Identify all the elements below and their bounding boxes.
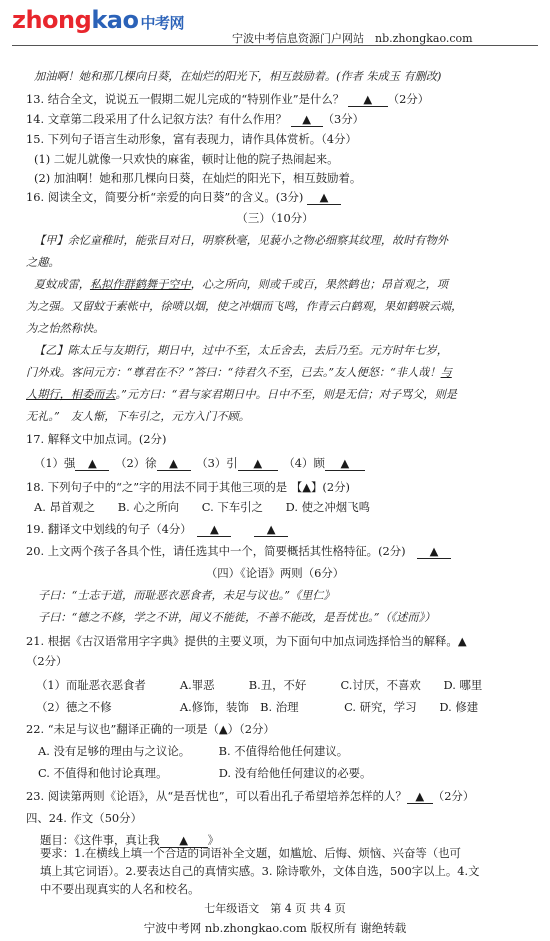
lunyu-1: 子曰：“士志于道，而耻恶衣恶食者，未足与议也。”《里仁》 xyxy=(38,589,335,602)
passage-jia-line-3 xyxy=(34,278,448,292)
header xyxy=(0,0,550,48)
yi2-underlined: 与 xyxy=(440,366,452,379)
triangle-marker: ▲ xyxy=(266,522,276,536)
triangle-marker: ▲ xyxy=(415,789,425,803)
q19-blank-2[interactable] xyxy=(254,522,288,537)
question-17: 17. 解释文中加点词。(2分) xyxy=(26,432,167,446)
q16-answer-blank[interactable] xyxy=(307,190,341,205)
triangle-marker: ▲ xyxy=(179,833,188,847)
q18-score: (2分) xyxy=(322,480,350,494)
triangle-marker: ▲ xyxy=(302,112,311,126)
q17-item-2: （2）徐 xyxy=(120,456,157,470)
passage-yi-line-2 xyxy=(26,366,452,380)
q13-answer-blank[interactable] xyxy=(348,92,388,107)
site-tagline: 宁波中考信息资源门户网站 nb.zhongkao.com xyxy=(232,32,473,45)
yi2-pre: 门外戏。客问元方：“尊君在不？”答曰：“待君久不至，已去。”友人便怒：“非人哉！ xyxy=(26,366,441,379)
header-divider xyxy=(12,45,538,46)
logo-kao: kao xyxy=(91,6,139,34)
jia3-underlined: 私拟作群鹤舞于空中 xyxy=(89,278,191,291)
triangle-marker: ▲ xyxy=(302,480,311,494)
logo-zhong: zhong xyxy=(12,6,92,34)
footer-copyright: 宁波中考网 nb.zhongkao.com 版权所有 谢绝转载 xyxy=(143,921,407,935)
yi3-underlined: 人期行，相委而去 xyxy=(26,388,116,401)
jia3-post: ，心之所向，则或千或百，果然鹤也；昂首观之，项 xyxy=(190,278,448,291)
title-pre: 题目：《这件事，真让我 xyxy=(40,833,160,847)
triangle-marker: ▲ xyxy=(169,456,178,470)
question-13 xyxy=(26,92,429,107)
q18-text: 18. 下列句子中的“之”字的用法不同于其他三项的是 xyxy=(26,480,288,494)
q23-text: 23. 阅读第两则《论语》，从“是吾忧也”，可以看出孔子希望培养怎样的人？ xyxy=(26,789,407,803)
q17-blank-2[interactable] xyxy=(157,456,191,471)
passage-jia-line-2: 之趣。 xyxy=(26,256,60,269)
passage-yi-line-1: 【乙】陈太丘与友期行，期日中，过中不至，太丘舍去，去后乃至。元方时年七岁， xyxy=(34,344,448,357)
triangle-marker: ▲ xyxy=(88,456,97,470)
question-22-options-1: A. 没有足够的理由与之议论。 B. 不值得给他任何建议。 xyxy=(38,744,349,758)
question-15-item-1: (1) 二妮儿就像一只欢快的麻雀，顿时让他的院子热闹起来。 xyxy=(34,152,339,166)
passage-yi-line-4: 无礼。” 友人惭，下车引之，元方入门不顾。 xyxy=(26,410,250,423)
q23-score: （2分） xyxy=(432,789,475,803)
q13-text: 13. 结合全文，说说五一假期二妮儿完成的“特别作业”是什么？ xyxy=(26,92,345,106)
q17-item-4: （4）顾 xyxy=(289,456,325,470)
passage-jia-line-5: 为之怡然称快。 xyxy=(26,322,105,335)
lunyu-2: 子曰：“德之不修，学之不讲，闻义不能徙，不善不能改，是吾忧也。”（《述而》） xyxy=(38,611,436,624)
question-18-options: A. 昂首观之 B. 心之所向 C. 下车引之 D. 使之冲烟飞鸣 xyxy=(34,500,370,514)
q14-text: 14. 文章第二段采用了什么记叙方法？有什么作用？ xyxy=(26,112,287,126)
jia3-pre: 夏蚊成雷， xyxy=(34,278,90,291)
triangle-marker: ▲ xyxy=(253,456,263,470)
question-21-row-1: （1）而耻恶衣恶食者 A.罪恶 B.丑，不好 C.讨厌，不喜欢 D. 哪里 xyxy=(36,678,483,692)
q14-score: （3分） xyxy=(322,112,364,126)
question-21-row-2: （2）德之不修 A.修饰，装饰 B. 治理 C. 研究，学习 D. 修建 xyxy=(36,700,479,714)
q13-score: （2分） xyxy=(387,92,430,106)
question-15: 15. 下列句子语言生动形象，富有表现力，请作具体赏析。（4分） xyxy=(26,132,357,146)
section-4-heading: （四）《论语》两则（6分） xyxy=(205,566,345,580)
triangle-marker: ▲ xyxy=(363,92,373,106)
q20-answer-blank[interactable] xyxy=(417,544,451,559)
passage-jia-line-1: 【甲】余忆童稚时，能张目对日，明察秋毫，见藐小之物必细察其纹理，故时有物外 xyxy=(34,234,448,247)
q14-answer-blank[interactable] xyxy=(291,112,323,127)
q22-text: 22. “未足与议也”翻译正确的一项是 xyxy=(26,722,208,736)
q16-text: 16. 阅读全文，简要分析“亲爱的向日葵”的含义。(3分) xyxy=(26,190,304,204)
triangle-marker: ▲ xyxy=(429,544,439,558)
logo-cn: 中考网 xyxy=(140,14,184,32)
q17-blank-4[interactable] xyxy=(325,456,365,471)
question-22-options-2: C. 不值得和他讨论真理。 D. 没有给他任何建议的必要。 xyxy=(38,766,372,780)
question-14 xyxy=(26,112,364,127)
q17-item-3: （3）引 xyxy=(201,456,238,470)
q20-text: 20. 上文两个孩子各具个性，请任选其中一个，简要概括其性格特征。(2分) xyxy=(26,544,406,558)
question-21-score: （2分） xyxy=(26,654,68,668)
q23-answer-blank[interactable] xyxy=(407,789,433,804)
question-20 xyxy=(26,544,451,559)
question-19 xyxy=(26,522,288,537)
question-22: 22. “未足与议也”翻译正确的一项是（▲）（2分） xyxy=(26,722,275,736)
composition-req-1: 要求：1.在横线上填一个合适的词语补全文题，如尴尬、后悔、烦恼、兴奋等（也可 xyxy=(40,846,461,860)
triangle-marker: ▲ xyxy=(319,190,329,204)
passage-jia-line-4: 为之强。又留蚊于素帐中，徐喷以烟，使之冲烟而飞鸣，作青云白鹤观，果如鹤唳云端， xyxy=(26,300,463,313)
line-passage-end: 加油啊！她和那几棵向日葵，在灿烂的阳光下，相互鼓励着。(作者 朱成玉 有删改) xyxy=(34,70,442,83)
triangle-marker: ▲ xyxy=(218,722,228,736)
logo[interactable] xyxy=(12,6,184,34)
question-21 xyxy=(26,634,467,648)
q17-blank-1[interactable] xyxy=(75,456,109,471)
question-17-items xyxy=(34,456,365,471)
triangle-marker: ▲ xyxy=(210,522,219,536)
question-15-item-2: (2) 加油啊！她和那几棵向日葵，在灿烂的阳光下，相互鼓励着。 xyxy=(34,171,362,185)
q19-text: 19. 翻译文中划线的句子（4分） xyxy=(26,522,186,536)
passage-yi-line-3 xyxy=(26,388,457,402)
question-18: 18. 下列句子中的“之”字的用法不同于其他三项的是 【▲】(2分) xyxy=(26,480,350,494)
section-composition: 四、24. 作文（50分） xyxy=(26,811,142,825)
title-post: 》 xyxy=(207,833,220,847)
q17-blank-3[interactable] xyxy=(238,456,278,471)
yi3-post: 。”元方曰：“君与家君期日中。日中不至，则是无信；对子骂父，则是 xyxy=(115,388,457,401)
page-number: 七年级语文 第 4 页 共 4 页 xyxy=(204,902,346,915)
q17-item-1: （1）强 xyxy=(34,456,76,470)
q21-text: 21. 根据《古汉语常用字字典》提供的主要义项，为下面句中加点词选择恰当的解释。 xyxy=(26,634,458,648)
q22-score: （2分） xyxy=(239,722,275,736)
triangle-marker: ▲ xyxy=(340,456,350,470)
q19-blank-1[interactable] xyxy=(197,522,231,537)
composition-req-2: 填上其它词语）。2.要表达自己的真情实感。3. 除诗歌外，文体自选，500字以上。4.文 xyxy=(40,864,480,878)
section-3-heading: （三）（10分） xyxy=(236,211,314,225)
question-16 xyxy=(26,190,341,205)
triangle-marker: ▲ xyxy=(457,634,467,648)
composition-req-3: 中不要出现真实的人名和校名。 xyxy=(40,882,200,896)
question-23 xyxy=(26,789,474,804)
